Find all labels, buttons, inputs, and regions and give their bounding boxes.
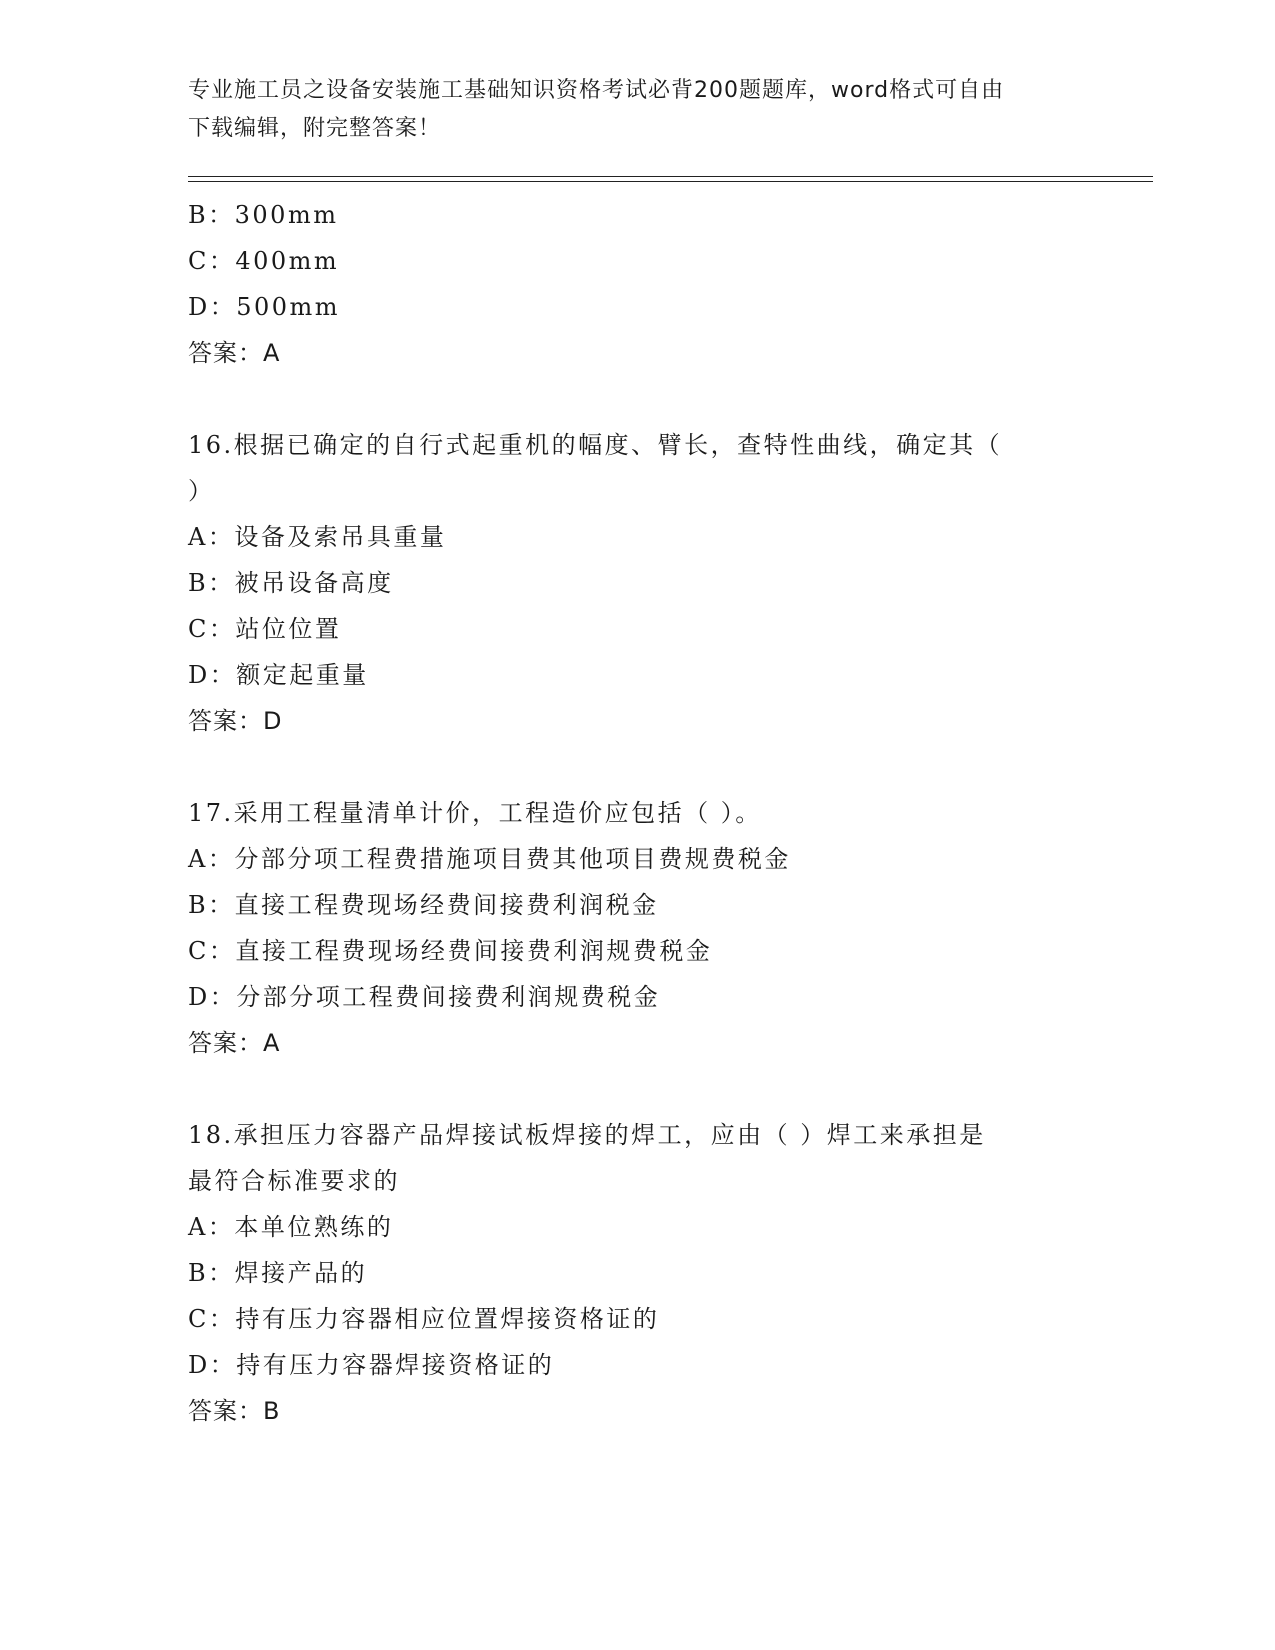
answer-line: 答案：A <box>188 339 281 367</box>
question-block-16 <box>188 422 1088 744</box>
option-c: C：站位位置 <box>188 615 342 643</box>
question-block-17 <box>188 790 1088 1066</box>
option-d: D：500mm <box>188 293 341 321</box>
option-b: B：300mm <box>188 201 339 229</box>
question-stem-line-1: 16.根据已确定的自行式起重机的幅度、臂长，查特性曲线，确定其（ <box>188 431 1003 459</box>
question-stem-line-2: ） <box>188 477 215 505</box>
question-block-prev <box>188 192 1088 376</box>
header-divider-top <box>188 176 1153 177</box>
option-c: C：400mm <box>188 247 340 275</box>
document-header <box>188 72 1088 148</box>
answer-line: 答案：A <box>188 1029 281 1057</box>
option-b: B：直接工程费现场经费间接费利润税金 <box>188 891 659 919</box>
header-line-2: 下载编辑，附完整答案！ <box>188 116 442 141</box>
question-stem-line-2: 最符合标准要求的 <box>188 1167 400 1195</box>
option-a: A：设备及索吊具重量 <box>188 523 447 551</box>
question-block-18 <box>188 1112 1088 1434</box>
question-stem-line-1: 18.承担压力容器产品焊接试板焊接的焊工，应由（ ）焊工来承担是 <box>188 1121 986 1149</box>
option-b: B：被吊设备高度 <box>188 569 394 597</box>
option-d: D：持有压力容器焊接资格证的 <box>188 1351 555 1379</box>
option-a: A：分部分项工程费措施项目费其他项目费规费税金 <box>188 845 791 873</box>
header-divider-bottom <box>188 181 1153 182</box>
option-a: A：本单位熟练的 <box>188 1213 394 1241</box>
option-d: D：额定起重量 <box>188 661 369 689</box>
option-b: B：焊接产品的 <box>188 1259 368 1287</box>
answer-line: 答案：D <box>188 707 283 735</box>
option-c: C：直接工程费现场经费间接费利润规费税金 <box>188 937 713 965</box>
question-list <box>188 192 1088 1480</box>
option-c: C：持有压力容器相应位置焊接资格证的 <box>188 1305 660 1333</box>
header-line-1: 专业施工员之设备安装施工基础知识资格考试必背200题题库，word格式可自由 <box>188 78 1005 103</box>
question-stem-line-1: 17.采用工程量清单计价，工程造价应包括（ ）。 <box>188 799 762 827</box>
answer-line: 答案：B <box>188 1397 281 1425</box>
option-d: D：分部分项工程费间接费利润规费税金 <box>188 983 661 1011</box>
